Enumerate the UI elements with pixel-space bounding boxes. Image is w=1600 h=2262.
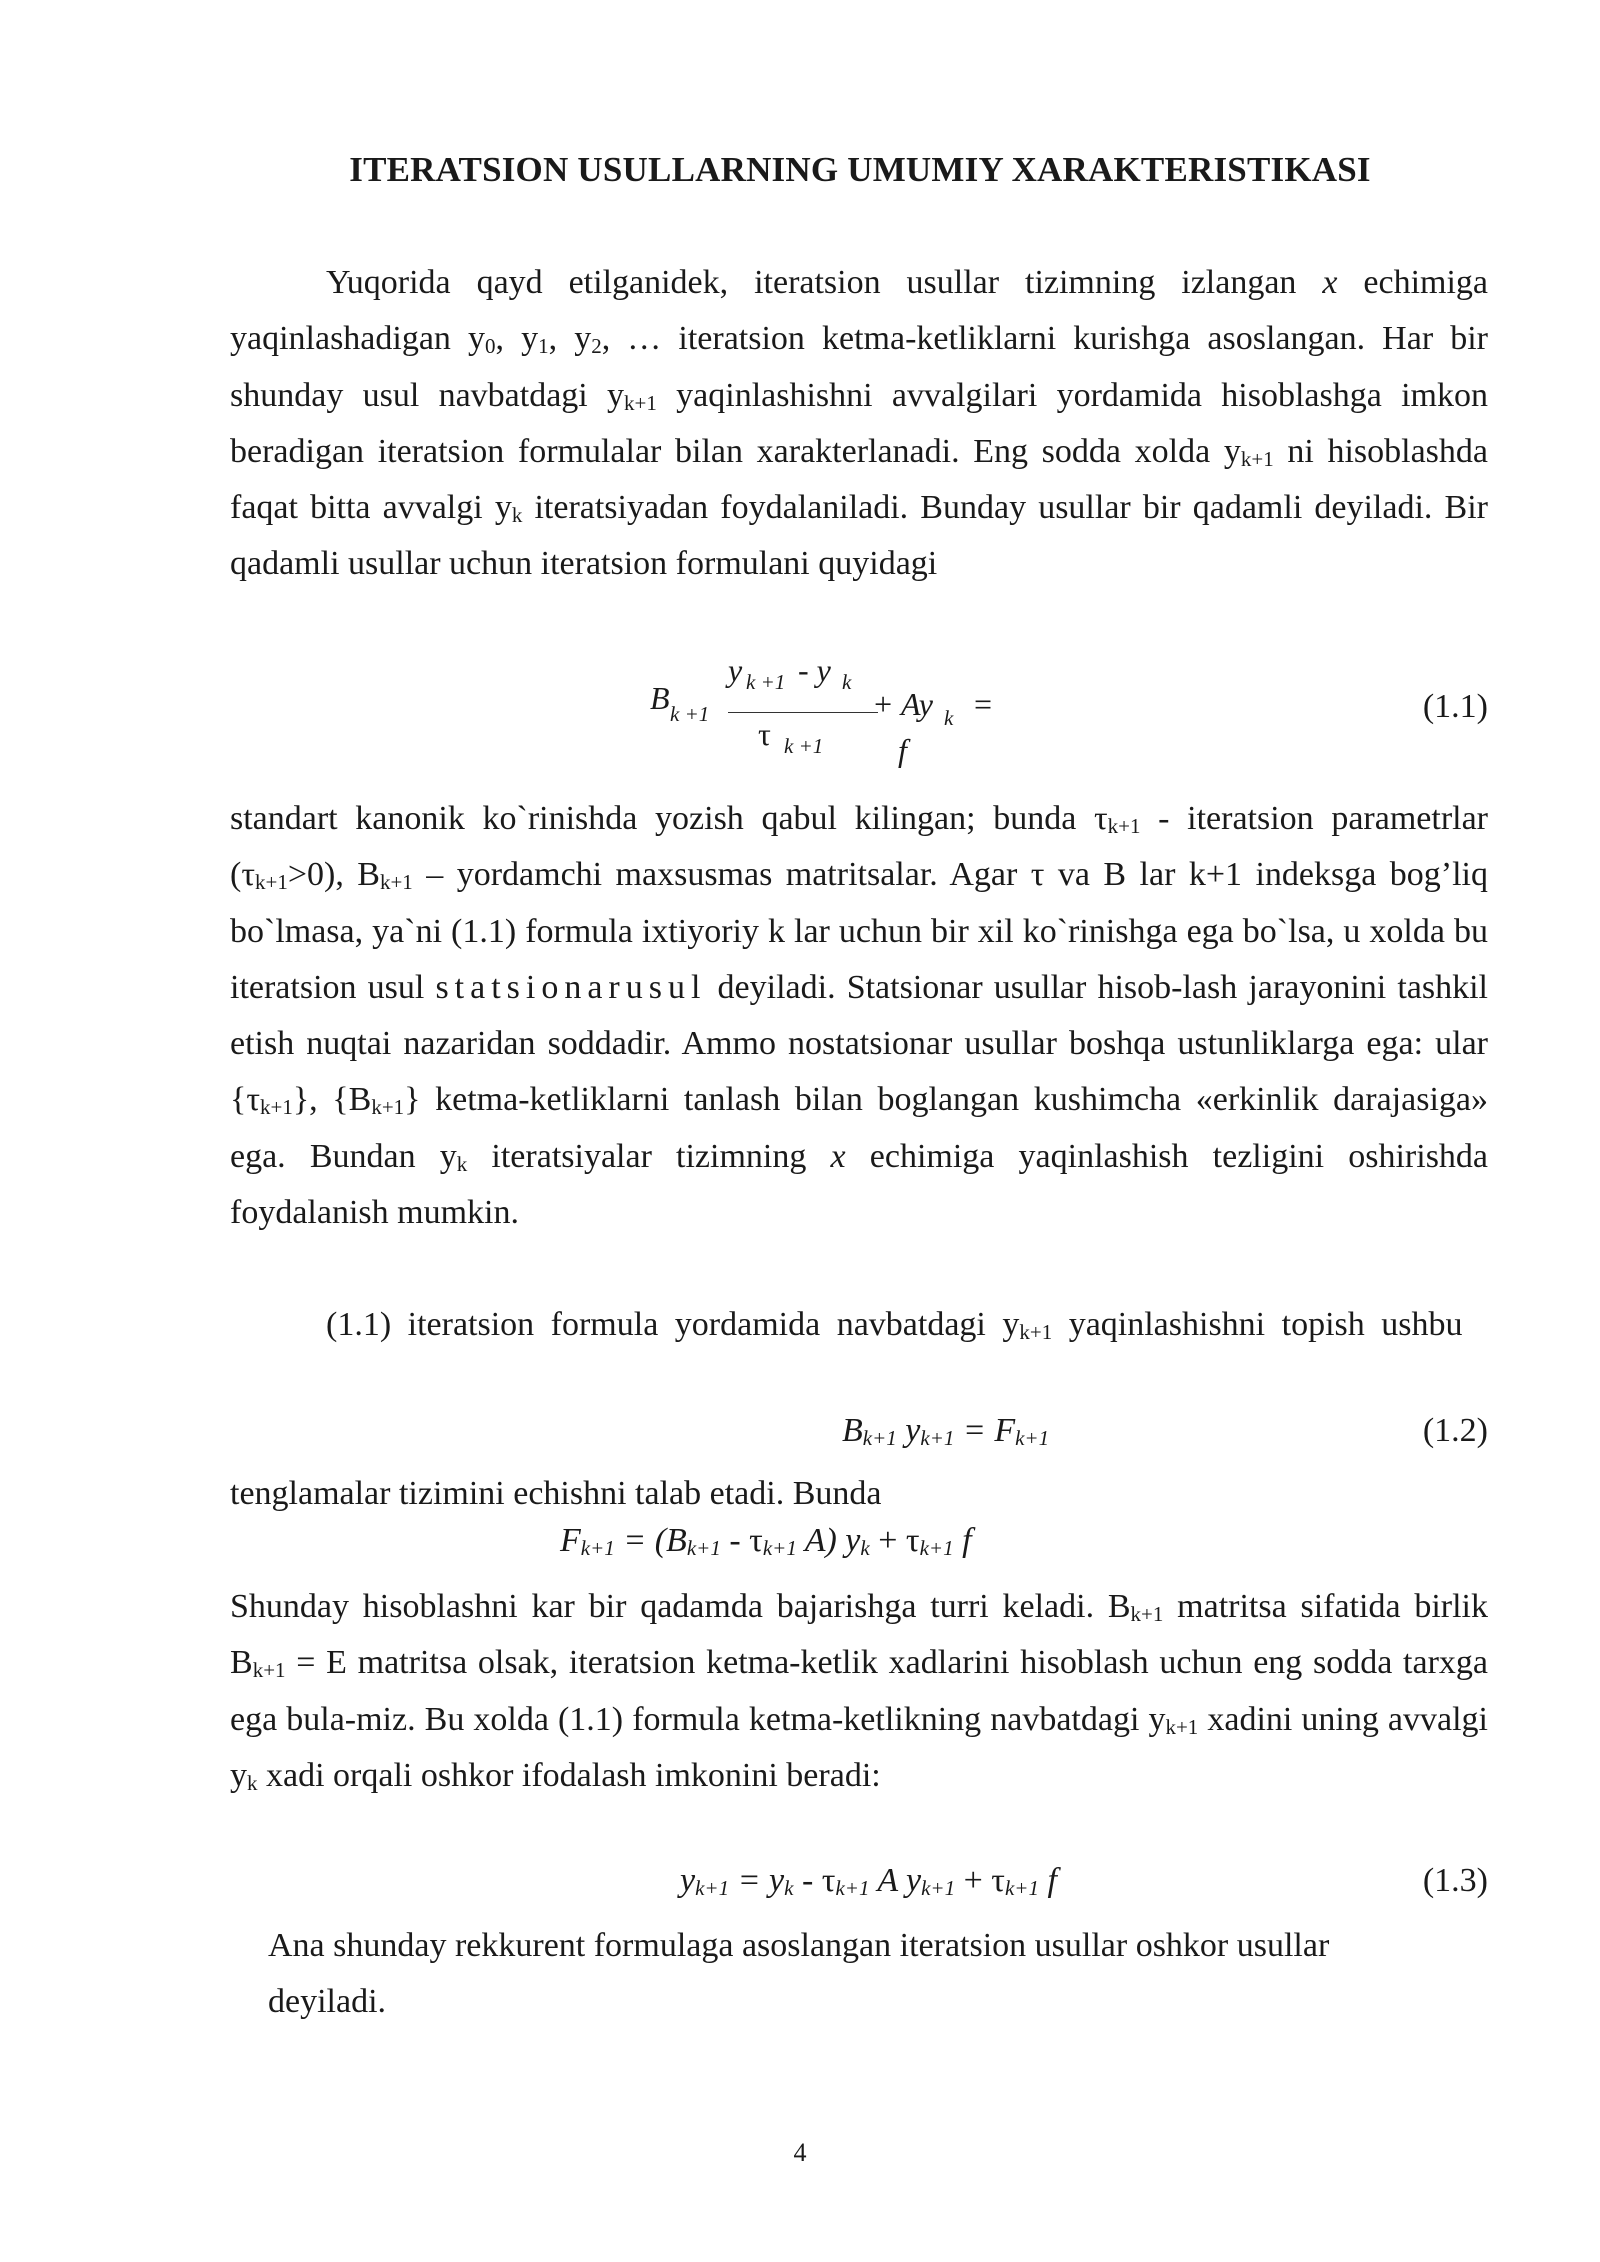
text-run: xadi orqali oshkor ifodalash imkonini beradi:: [257, 1756, 881, 1794]
eq1-equals: =: [974, 686, 993, 722]
subscript: k+1: [580, 1536, 615, 1560]
eq1-fraction-bar: [728, 712, 878, 713]
subscript: k+1: [1240, 446, 1274, 471]
paragraph-next-approximation: [230, 1297, 1470, 1353]
eq1-B-sub: k +1: [670, 702, 710, 726]
eq-part: y: [896, 1412, 921, 1449]
subscript: k+1: [1019, 1320, 1053, 1344]
subscript: k+1: [686, 1536, 721, 1560]
page-number: 4: [793, 2138, 807, 2167]
subscript: k: [511, 503, 523, 528]
eq-part: f: [953, 1522, 972, 1559]
subscript: k: [247, 1770, 258, 1795]
paragraph-standard-form: [230, 791, 1488, 1241]
text-run: Shunday hisoblashni kar bir qadamda bajarishga turri keladi. B: [230, 1588, 1131, 1625]
text-run: – yordamchi maxsusmas matritsalar. Agar τ va B lar k+1 indeksga bog’liq bo`lmasa, ya`ni (1.1) formula ixtiyoriy k lar uchun bir xil ko`rinishga ega bo`lsa, u xolda bu iteratsion usul: [230, 856, 1488, 1006]
equation-number-1-1: (1.1): [1422, 688, 1488, 725]
subscript: k+1: [1015, 1426, 1050, 1450]
eq-part: A y: [869, 1862, 922, 1899]
subscript: k+1: [920, 1426, 955, 1450]
var-x: x: [1322, 264, 1338, 301]
subscript: k+1: [1004, 1876, 1039, 1900]
text-run: iteratsiyadan foydalaniladi. Bunday usullar bir qadamli deyiladi. Bir qadamli usullar uchun iteratsion formulani quyidagi: [230, 489, 1488, 583]
equation-number-1-3: (1.3): [1422, 1862, 1488, 1899]
subscript: k+1: [371, 1095, 405, 1120]
equation-1-3: [680, 1862, 1057, 1900]
subscript: k+1: [695, 1876, 730, 1900]
subscript: k+1: [862, 1426, 897, 1450]
paragraph-explicit: [230, 1579, 1488, 1804]
paragraph-conclusion: Ana shunday rekkurent formulaga asoslangan iteratsion usullar oshkor usullar deyiladi.: [268, 1927, 1330, 2021]
subscript: k+1: [835, 1876, 870, 1900]
subscript: k+1: [919, 1536, 954, 1560]
text-run: - iteratsion parametrlar (τ: [230, 800, 1488, 894]
equation-number-1-2: (1.2): [1422, 1412, 1488, 1449]
eq1-numerator-minus: - y: [798, 652, 831, 688]
subscript: k+1: [762, 1536, 797, 1560]
text-run: = E matritsa olsak, iteratsion ketma-ketlik xadlarini hisoblash uchun eng sodda tarxga ega bula-miz. Bu xolda (1.1) formula ketma-ketlikning navbatdagi y: [230, 1644, 1488, 1738]
eq-part: B: [842, 1412, 863, 1449]
subscript: k+1: [1130, 1602, 1164, 1626]
equation-1-2: [842, 1412, 1049, 1450]
subscript: k+1: [1107, 814, 1141, 838]
subscript: k+1: [921, 1876, 956, 1900]
eq-part: + τ: [955, 1862, 1005, 1899]
subscript: 2: [591, 334, 602, 359]
text-run: echimiga yaqinlashish tezligini oshirishda foydalanish mumkin.: [230, 1137, 1489, 1232]
subscript: k: [784, 1876, 794, 1900]
eq1-plus-Ay: + Ay: [872, 686, 933, 722]
eq-part: F: [560, 1522, 581, 1559]
text-run: >0), B: [287, 856, 380, 894]
subscript: k+1: [252, 1658, 286, 1683]
text-run: deyiladi. Statsionar usullar hisob-lash jarayonini tashkil etish nuqtai nazaridan soddadir. Ammo nostatsionar usullar boshqa ustunliklarga ega: ular {τ: [230, 968, 1488, 1119]
var-x: x: [830, 1137, 846, 1175]
text-run: matritsa sifatida birlik B: [230, 1588, 1488, 1682]
eq-part: - τ: [793, 1862, 836, 1899]
text-run: }, {B: [292, 1081, 372, 1119]
equation-1-1: [648, 650, 1038, 780]
text-run: ni hisoblashda faqat bitta avvalgi y: [230, 432, 1488, 527]
text-run: } ketma-ketliklarni tanlash bilan boglangan kushimcha «erkinlik darajasiga» ega. Bundan y: [230, 1081, 1488, 1175]
text-run: xadini uning avvalgi y: [230, 1700, 1488, 1794]
subscript: 1: [538, 334, 549, 359]
text-run: standart kanonik ko`rinishda yozish qabul kilingan; bunda τ: [230, 800, 1108, 837]
subscript: k+1: [259, 1095, 293, 1120]
text-run: Yuqorida qayd etilganidek, iteratsion usullar tizimning izlangan: [326, 264, 1323, 301]
eq1-tau: τ: [758, 716, 771, 752]
eq-part: A) y: [796, 1522, 861, 1559]
text-run: yaqinlashishni avvalgilari yordamida hisoblashga imkon beradigan iteratsion formulalar bilan xarakterlanadi. Eng sodda xolda y: [230, 376, 1488, 470]
eq-part: = F: [954, 1412, 1016, 1449]
document-title: ITERATSION USULLARNING UMUMIY XARAKTERISTIKASI: [349, 150, 1371, 189]
subscript: k: [860, 1536, 870, 1560]
subscript: k+1: [1165, 1714, 1199, 1739]
spaced-term: statsionarusul: [435, 968, 707, 1006]
text-run: echimiga yaqinlashadigan y: [230, 264, 1488, 358]
eq-part: y: [680, 1862, 696, 1899]
eq1-y-sub: k: [944, 706, 954, 730]
eq-part: = y: [729, 1862, 785, 1899]
eq1-tau-sub: k +1: [784, 734, 824, 758]
text-run: (1.1) iteratsion formula yordamida navbatdagi y: [326, 1306, 1020, 1343]
text-run: , … iteratsion ketma-ketliklarni kurishga asoslangan. Har bir shunday usul navbatdagi y: [230, 320, 1489, 414]
eq-part: = (B: [614, 1522, 687, 1559]
eq1-numerator-y: y: [728, 652, 743, 688]
subscript: k+1: [255, 870, 288, 895]
paragraph-system: tenglamalar tizimini echishni talab etadi. Bunda: [230, 1475, 882, 1512]
eq-part: - τ: [720, 1522, 763, 1559]
text-run: yaqinlashishni topish ushbu: [1052, 1306, 1463, 1343]
subscript: 0: [485, 334, 496, 359]
text-run: iteratsiyalar tizimning: [467, 1137, 831, 1175]
eq1-B: B: [650, 680, 670, 716]
text-run: , y: [495, 320, 539, 358]
subscript: k: [456, 1151, 468, 1176]
text-run: , y: [548, 320, 592, 358]
eq1-numerator-sub1: k +1: [746, 670, 786, 694]
subscript: k+1: [624, 390, 657, 415]
paragraph-intro: [230, 255, 1488, 593]
eq1-f: f: [898, 732, 907, 768]
eq-part: f: [1038, 1862, 1057, 1899]
eq-part: + τ: [869, 1522, 920, 1559]
eq1-numerator-sub2: k: [842, 670, 852, 694]
subscript: k+1: [379, 870, 413, 895]
equation-F: [560, 1522, 972, 1560]
